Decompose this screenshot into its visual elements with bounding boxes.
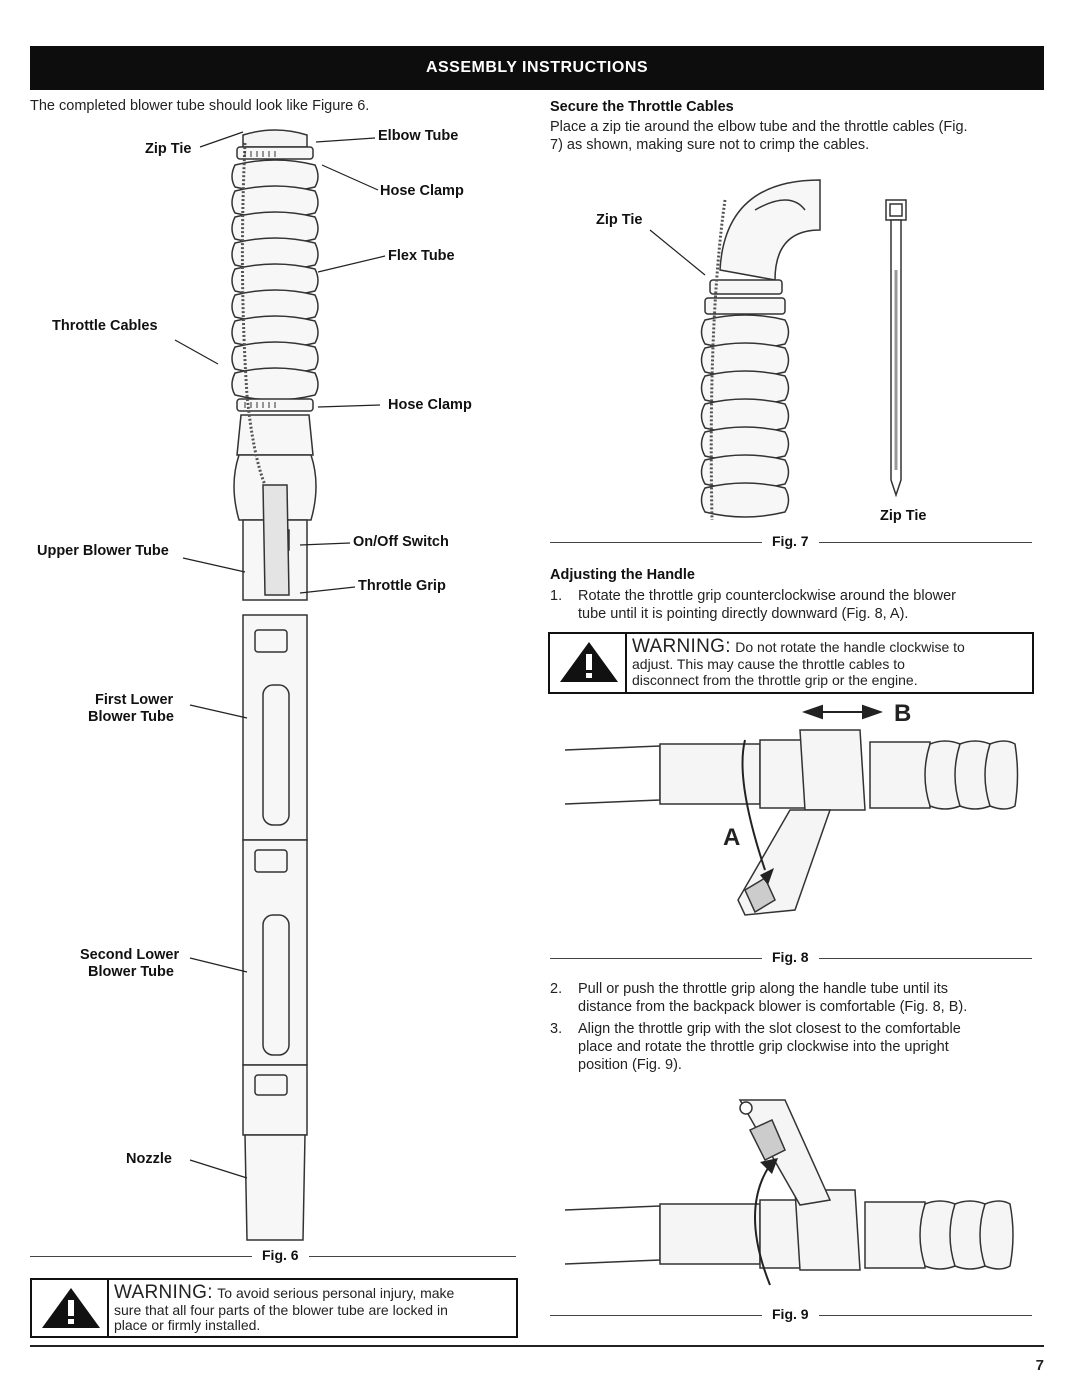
intro-text: The completed blower tube should look like Figure 6. xyxy=(30,98,370,114)
warning-box-right xyxy=(548,632,1034,694)
label-hose-clamp-bottom: Hose Clamp xyxy=(388,397,472,413)
adjust-heading: Adjusting the Handle xyxy=(550,567,695,583)
warning-triangle-icon xyxy=(40,1286,102,1330)
warning-left-line1: To avoid serious personal injury, make xyxy=(217,1285,455,1301)
secure-heading: Secure the Throttle Cables xyxy=(550,99,734,115)
secure-line1: Place a zip tie around the elbow tube and the throttle cables (Fig. xyxy=(550,119,968,135)
warning-divider xyxy=(107,1280,109,1336)
warning-right-line1: Do not rotate the handle clockwise to xyxy=(735,639,965,655)
label-elbow-tube: Elbow Tube xyxy=(378,128,459,144)
step2-number: 2. xyxy=(550,981,563,997)
step1-line1: Rotate the throttle grip counterclockwise around the blower xyxy=(578,588,957,604)
page-number: 7 xyxy=(1035,1357,1044,1374)
warning-left-line3: place or firmly installed. xyxy=(114,1317,261,1333)
label-second-lower-1: Second Lower xyxy=(80,947,180,963)
fig6-caption: Fig. 6 xyxy=(252,1247,309,1263)
step2-line2: distance from the backpack blower is comfortable (Fig. 8, B). xyxy=(578,999,968,1015)
label-first-lower-1: First Lower xyxy=(95,692,174,708)
fig8-label-b: B xyxy=(894,700,912,727)
step3-line3: position (Fig. 9). xyxy=(578,1057,682,1073)
label-throttle-cables: Throttle Cables xyxy=(52,318,158,334)
fig8-illustration xyxy=(560,700,1020,940)
warning-word-right: WARNING: xyxy=(632,636,731,657)
label-nozzle: Nozzle xyxy=(126,1151,172,1167)
fig9-caption: Fig. 9 xyxy=(762,1306,819,1322)
fig7-label-zip-tie-left: Zip Tie xyxy=(596,212,643,228)
secure-line2: 7) as shown, making sure not to crimp the cables. xyxy=(550,137,870,153)
step2-line1: Pull or push the throttle grip along the handle tube until its xyxy=(578,981,948,997)
warning-left-line2: sure that all four parts of the blower tube are locked in xyxy=(114,1302,448,1318)
label-first-lower-2: Blower Tube xyxy=(88,709,174,725)
label-on-off-switch: On/Off Switch xyxy=(353,534,449,550)
label-upper-blower-tube: Upper Blower Tube xyxy=(37,543,169,559)
warning-divider xyxy=(625,634,627,692)
warning-right-line2: adjust. This may cause the throttle cables to xyxy=(632,656,905,672)
label-second-lower-2: Blower Tube xyxy=(88,964,174,980)
fig9-illustration xyxy=(560,1090,1020,1300)
step3-number: 3. xyxy=(550,1021,563,1037)
label-hose-clamp-top: Hose Clamp xyxy=(380,183,464,199)
warning-triangle-icon xyxy=(558,640,620,684)
footer-rule xyxy=(30,1345,1044,1347)
fig7-caption: Fig. 7 xyxy=(762,533,819,549)
step3-line2: place and rotate the throttle grip clockwise into the upright xyxy=(578,1039,949,1055)
warning-right-line3: disconnect from the throttle grip or the engine. xyxy=(632,672,918,688)
fig8-label-a: A xyxy=(723,824,741,851)
fig8-caption: Fig. 8 xyxy=(762,949,819,965)
section-title: ASSEMBLY INSTRUCTIONS xyxy=(425,59,649,76)
step3-line1: Align the throttle grip with the slot closest to the comfortable xyxy=(578,1021,961,1037)
warning-box-left xyxy=(30,1278,518,1338)
label-flex-tube: Flex Tube xyxy=(388,248,455,264)
label-zip-tie: Zip Tie xyxy=(145,141,192,157)
step1-number: 1. xyxy=(550,588,563,604)
warning-word-left: WARNING: xyxy=(114,1282,213,1303)
fig7-label-zip-tie-right: Zip Tie xyxy=(880,508,927,524)
step1-line2: tube until it is pointing directly downward (Fig. 8, A). xyxy=(578,606,909,622)
label-throttle-grip: Throttle Grip xyxy=(358,578,446,594)
